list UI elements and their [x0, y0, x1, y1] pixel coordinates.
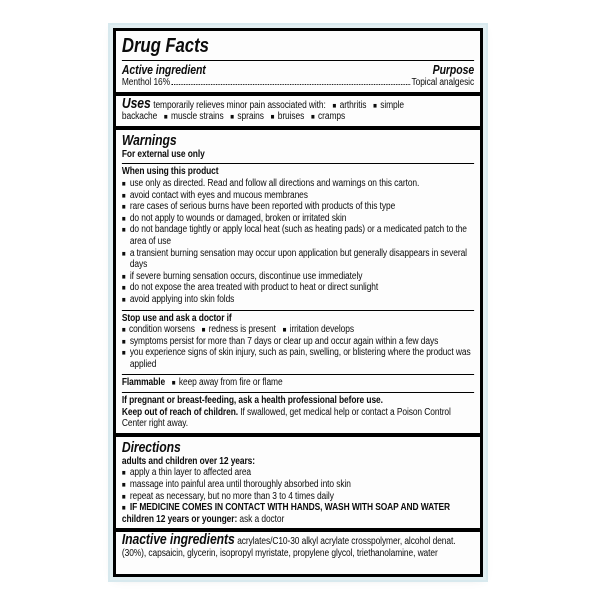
list-item: ■ if severe burning sensation occurs, discontinue use immediately: [121, 270, 363, 282]
adults-heading: adults and children over 12 years:: [121, 455, 255, 467]
when-using-heading: When using this product: [121, 166, 219, 178]
inactive-heading: Inactive ingredients: [121, 532, 235, 549]
active-ingredient-section: [116, 61, 480, 92]
inactive-text: acrylates/C10-30 alkyl acrylate crosspolymer, alcohol denat. (30%), capsaicin, glycerin, isopropyl myristate, propylene glycol, triethanolamine, water: [121, 536, 456, 559]
bullet-square-icon: ■: [270, 112, 275, 122]
stop-use-heading: Stop use and ask a doctor if: [121, 312, 232, 324]
list-item: ■ you experience signs of skin injury, such as pain, swelling, or blistering where the product was applied: [121, 347, 471, 370]
list-item: ■ use only as directed. Read and follow all directions and warnings on this carton.: [121, 177, 420, 189]
bullet-square-icon: ■: [121, 202, 126, 212]
bullet-square-icon: ■: [121, 248, 126, 258]
stop-use-section: [116, 311, 480, 374]
bullet-square-icon: ■: [201, 325, 206, 335]
uses-item: arthritis: [339, 99, 367, 111]
list-item: ■ avoid contact with eyes and mucous membranes: [121, 189, 308, 201]
list-item: ■ apply a thin layer to affected area: [121, 467, 252, 479]
list-item: ■ do not bandage tightly or apply local heat (such as heating pads) or a medicated patch to the area of use: [121, 224, 467, 247]
list-item: ■ rare cases of serious burns have been reported with products of this type: [121, 201, 396, 213]
dotted-leader: [172, 84, 410, 85]
list-item: ■ repeat as necessary, but no more than 3 to 4 times daily: [121, 490, 334, 502]
uses-intro: temporarily relieves minor pain associated with:: [153, 99, 326, 111]
bullet-square-icon: ■: [310, 112, 315, 122]
uses-item: muscle strains: [171, 111, 224, 123]
list-item: ■ symptoms persist for more than 7 days or clear up and occur again within a few days: [121, 335, 439, 347]
bullet-square-icon: ■: [121, 271, 126, 281]
bullet-square-icon: ■: [121, 325, 126, 335]
warnings-heading: Warnings: [121, 132, 177, 149]
bullet-square-icon: ■: [121, 503, 126, 513]
inactive-ingredients-section: [116, 532, 480, 562]
bullet-square-icon: ■: [121, 294, 126, 304]
bullet-square-icon: ■: [121, 213, 126, 223]
bullet-square-icon: ■: [121, 336, 126, 346]
bullet-square-icon: ■: [332, 100, 337, 110]
flammable-text: keep away from fire or flame: [178, 377, 283, 389]
keep-out-text: Keep out of reach of children. If swallowed, get medical help or contact a Poison Control Center right away.: [121, 406, 451, 430]
bullet-square-icon: ■: [121, 348, 126, 358]
pregnant-text: If pregnant or breast-feeding, ask a health professional before use.: [121, 395, 383, 407]
directions-heading: Directions: [121, 439, 181, 456]
uses-item: cramps: [318, 111, 346, 123]
bullet-square-icon: ■: [121, 178, 126, 188]
page-title: Drug Facts: [121, 35, 209, 57]
bullet-square-icon: ■: [230, 112, 235, 122]
bullet-square-icon: ■: [121, 225, 126, 235]
label-content: [116, 31, 480, 563]
list-item: ■ do not apply to wounds or damaged, broken or irritated skin: [121, 212, 347, 224]
purpose-heading: Purpose: [432, 63, 475, 77]
list-item: ■ massage into painful area until thoroughly absorbed into skin: [121, 479, 351, 491]
bullet-square-icon: ■: [171, 378, 176, 388]
bullet-square-icon: ■: [121, 190, 126, 200]
uses-heading: Uses: [121, 95, 151, 112]
children-text: children 12 years or younger: ask a doctor: [121, 513, 285, 525]
list-item: ■ IF MEDICINE COMES IN CONTACT WITH HANDS, WASH WITH SOAP AND WATER: [121, 502, 451, 514]
purpose-value: Topical analgesic: [411, 77, 475, 88]
warnings-heading-section: [116, 130, 480, 163]
bullet-square-icon: ■: [121, 468, 126, 478]
flammable-section: [116, 375, 480, 391]
bullet-square-icon: ■: [282, 325, 287, 335]
flammable-heading: Flammable: [121, 377, 166, 389]
bullet-square-icon: ■: [163, 112, 168, 122]
bullet-square-icon: ■: [121, 283, 126, 293]
bullet-square-icon: ■: [121, 491, 126, 501]
uses-item: sprains: [237, 111, 264, 123]
list-item: ■ a transient burning sensation may occur upon application but generally disappears in several days: [121, 247, 467, 271]
active-ingredient-name: Menthol 16%: [121, 77, 171, 88]
when-using-section: [116, 164, 480, 308]
stop-use-inline-row: ■ condition worsens ■ redness is present ■ irritation develops: [121, 324, 354, 336]
active-ingredient-heading: Active ingredient: [121, 63, 206, 77]
list-item: ■ do not expose the area treated with product to heat or direct sunlight: [121, 282, 379, 294]
uses-item: simple backache: [121, 99, 405, 123]
uses-section: [116, 96, 480, 126]
uses-item: bruises: [277, 111, 305, 123]
bullet-square-icon: ■: [121, 480, 126, 490]
directions-section: [116, 437, 480, 529]
external-use-text: For external use only: [121, 148, 205, 160]
list-item: ■ avoid applying into skin folds: [121, 293, 235, 305]
pregnancy-section: [116, 393, 480, 433]
bullet-square-icon: ■: [373, 100, 377, 110]
drug-facts-label: [113, 28, 483, 577]
